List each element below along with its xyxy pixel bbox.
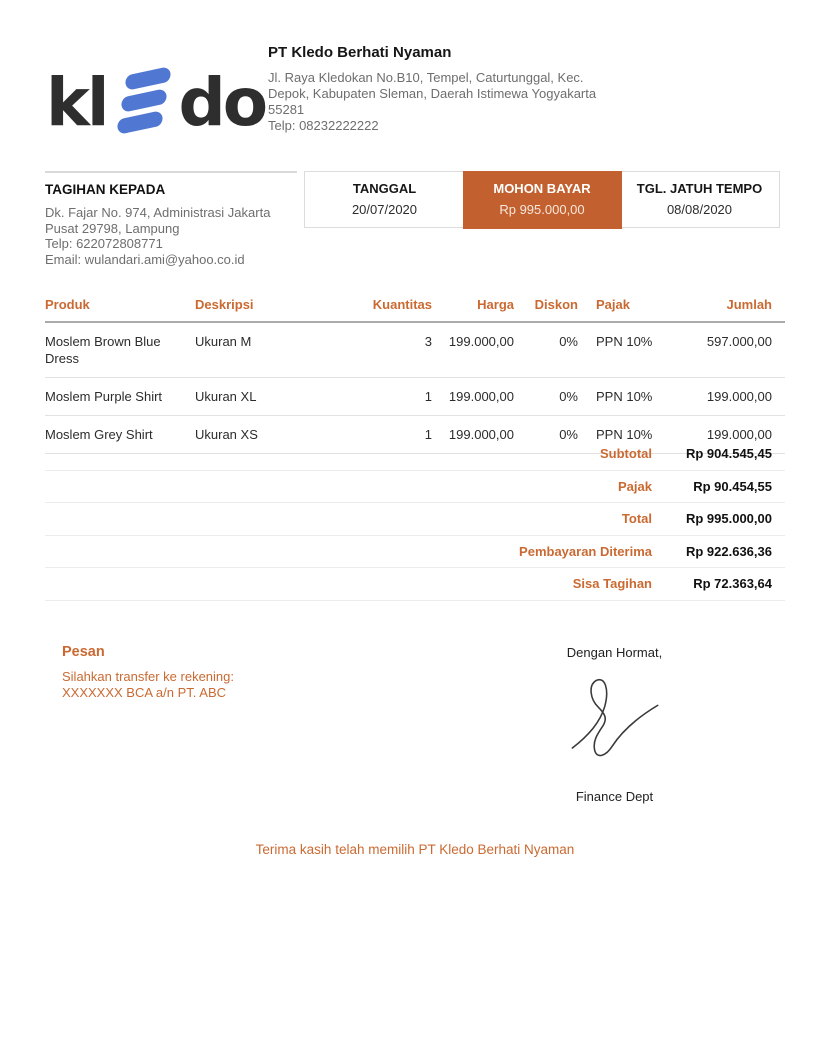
- logo-text-do: do: [178, 64, 266, 141]
- total-value: Rp 72.363,64: [693, 576, 772, 592]
- total-row-balance-due: [45, 568, 785, 601]
- invoice-date-label: TANGGAL: [352, 181, 417, 196]
- company-address-line: Depok, Kabupaten Sleman, Daerah Istimewa Yogyakarta: [268, 86, 597, 101]
- cell-description: Ukuran XL: [195, 378, 335, 416]
- cell-product: Moslem Purple Shirt: [45, 378, 195, 416]
- cell-tax: PPN 10%: [578, 378, 672, 416]
- cell-description: Ukuran M: [195, 322, 335, 378]
- company-address-line: 55281: [268, 102, 305, 117]
- total-row-payment-received: [45, 536, 785, 569]
- amount-due-value: Rp 995.000,00: [499, 202, 585, 217]
- cell-price: 199.000,00: [432, 378, 514, 416]
- cell-quantity: 1: [335, 378, 432, 416]
- signature-greeting: Dengan Hormat,: [566, 645, 663, 660]
- column-header-discount: Diskon: [514, 293, 578, 322]
- cell-product: Moslem Grey Shirt: [45, 416, 195, 454]
- total-label: Pembayaran Diterima: [519, 543, 652, 559]
- total-label: Pajak: [618, 478, 652, 494]
- column-header-tax: Pajak: [578, 293, 672, 322]
- billing-section: [45, 171, 785, 267]
- total-value: Rp 904.545,45: [685, 446, 772, 462]
- logo-e-bars-icon: [117, 71, 171, 130]
- line-items-table: [45, 293, 785, 454]
- table-row: [45, 378, 785, 416]
- logo-bar-icon: [124, 66, 171, 91]
- table-header-row: [45, 293, 785, 322]
- total-value: Rp 995.000,00: [685, 511, 772, 527]
- kledo-logo: [46, 58, 265, 148]
- invoice-date-value: 20/07/2020: [351, 202, 418, 217]
- cell-tax: PPN 10%: [578, 416, 672, 454]
- bill-to-phone: Telp: 622072808771: [45, 236, 163, 251]
- bill-to-line: Dk. Fajar No. 974, Administrasi Jakarta: [45, 205, 271, 220]
- amount-due-label: MOHON BAYAR: [493, 181, 591, 196]
- cell-discount: 0%: [514, 322, 578, 378]
- column-header-product: Produk: [45, 293, 195, 322]
- logo-bar-icon: [120, 88, 167, 113]
- due-date-value: 08/08/2020: [666, 202, 733, 217]
- signature-image: [565, 672, 665, 774]
- signature-block: [537, 645, 692, 804]
- bill-to-line: Pusat 29798, Lampung: [45, 220, 180, 236]
- due-date-box: [620, 172, 779, 227]
- cell-amount: 597.000,00: [672, 322, 785, 378]
- logo-text-kl: kl: [46, 64, 107, 141]
- total-row-subtotal: [45, 438, 785, 471]
- company-phone: Telp: 08232222222: [268, 118, 379, 133]
- total-label: Subtotal: [600, 446, 652, 462]
- cell-tax: PPN 10%: [578, 322, 672, 378]
- table-row: [45, 322, 785, 378]
- cell-price: 199.000,00: [432, 322, 514, 378]
- cell-quantity: 3: [335, 322, 432, 378]
- total-row-total: [45, 503, 785, 536]
- due-date-label: TGL. JATUH TEMPO: [636, 181, 763, 196]
- invoice-info-boxes: [304, 171, 780, 228]
- cell-description: Ukuran XS: [195, 416, 335, 454]
- message-line: XXXXXXX BCA a/n PT. ABC: [62, 684, 227, 700]
- company-name: PT Kledo Berhati Nyaman: [268, 44, 452, 61]
- message-line: Silahkan transfer ke rekening:: [62, 669, 234, 684]
- invoice-date-box: [305, 172, 464, 227]
- bill-to-block: [45, 171, 297, 267]
- bill-to-email: Email: wulandari.ami@yahoo.co.id: [45, 251, 245, 267]
- column-header-price: Harga: [432, 293, 514, 322]
- cell-product: Moslem Brown Blue Dress: [45, 322, 195, 378]
- column-header-quantity: Kuantitas: [335, 293, 432, 322]
- cell-amount: 199.000,00: [672, 378, 785, 416]
- amount-due-box: [463, 171, 622, 229]
- thank-you-note: Terima kasih telah memilih PT Kledo Berhati Nyaman: [255, 842, 575, 857]
- logo-bar-icon: [116, 110, 163, 135]
- total-value: Rp 90.454,55: [693, 478, 772, 494]
- bill-to-title: TAGIHAN KEPADA: [45, 182, 166, 197]
- total-label: Total: [621, 511, 652, 527]
- column-header-description: Deskripsi: [195, 293, 335, 322]
- total-row-tax: [45, 471, 785, 504]
- company-address-line: Jl. Raya Kledokan No.B10, Tempel, Caturtunggal, Kec.: [268, 70, 584, 85]
- cell-discount: 0%: [514, 416, 578, 454]
- cell-quantity: 1: [335, 416, 432, 454]
- message-heading: Pesan: [62, 644, 105, 660]
- signature-signer: Finance Dept: [575, 789, 654, 804]
- message-block: [62, 644, 382, 700]
- column-header-amount: Jumlah: [672, 293, 785, 322]
- cell-discount: 0%: [514, 378, 578, 416]
- total-value: Rp 922.636,36: [685, 543, 772, 559]
- cell-amount: 199.000,00: [672, 416, 785, 454]
- company-info: [268, 44, 620, 134]
- totals-section: [45, 438, 785, 601]
- cell-price: 199.000,00: [432, 416, 514, 454]
- total-label: Sisa Tagihan: [572, 576, 652, 592]
